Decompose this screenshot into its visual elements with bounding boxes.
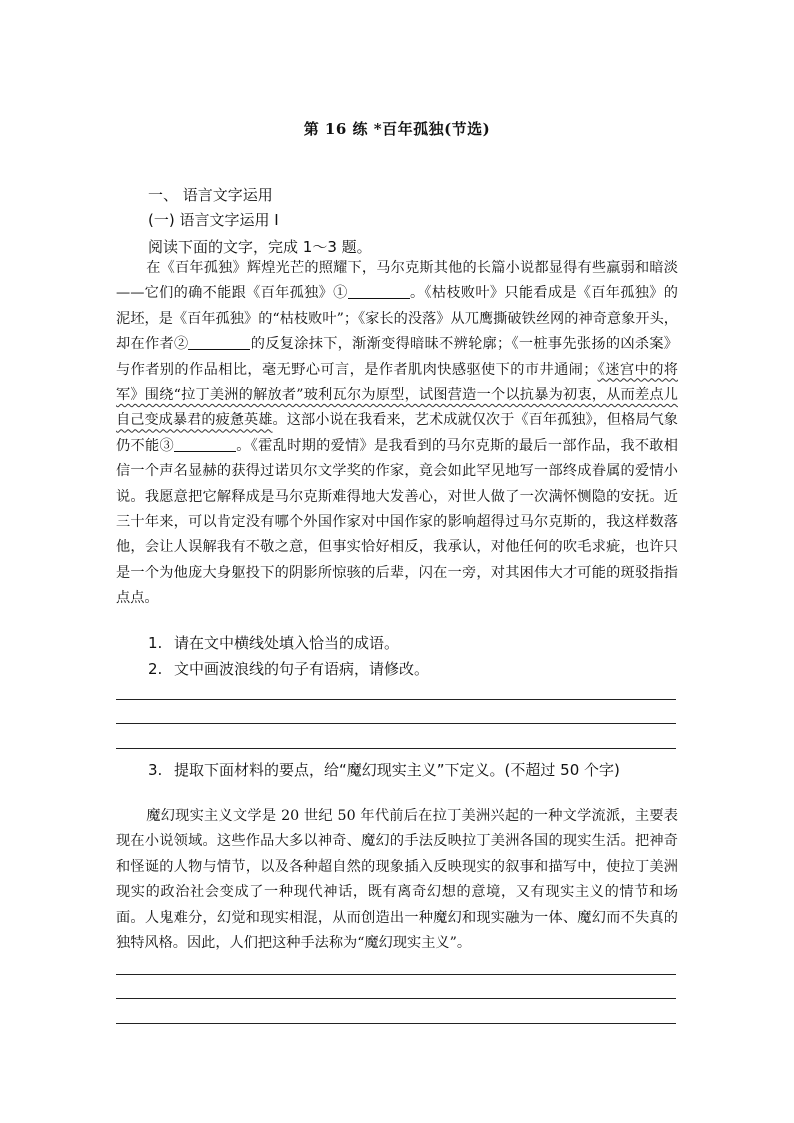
passage-part-5: 。《霍乱时期的爱情》是我看到的马尔克斯的最后一部作品，我不敢相信一个声名显赫的获得过诺贝尔文学奖的作家，竟会如此罕见地写一部终成眷属的爱情小说。我愿意把它解释成是马尔克斯难得地大发善心，对世人做了一次满怀恻隐的安抚。近三十年来，可以肯定没有哪个外国作家对中国作家的影响超得过马尔克斯的，我这样数落他，会让人误解我有不敬之意，但事实恰好相反，我承认，对他任何的吹毛求疵，也许只是一个为他庞大身躯投下的阴影所惊骇的后辈，闪在一旁，对其困伟大才可能的斑驳指指点点。: [116, 437, 678, 607]
blank-2[interactable]: [188, 335, 250, 350]
question-text: 文中画波浪线的句子有语病，请修改。: [174, 660, 430, 678]
question-1: [148, 632, 399, 653]
question-text: 请在文中横线处填入恰当的成语。: [174, 634, 400, 652]
question-number: 3.: [148, 761, 163, 779]
material-text: 魔幻现实主义文学是 20 世纪 50 年代前后在拉丁美洲兴起的一种文学流派，主要表现在小说领域。这些作品大多以神奇、魔幻的手法反映拉丁美洲各国的现实生活。把神奇和怪诞的人物与情节，以及各种超自然的现象插入反映现实的叙事和描写中，使拉丁美洲现实的政治社会变成了一种现代神话，既有离奇幻想的意境，又有现实主义的情节和场面。人鬼难分，幻觉和现实相混，从而创造出一种魔幻和现实融为一体、魔幻而不失真的独特风格。因此，人们把这种手法称为“魔幻现实主义”。: [116, 808, 678, 952]
question-number: 1.: [148, 634, 163, 652]
passage-part-3: 的反复涂抹下，渐渐变得暗昧不辨轮廓；《一桩事先张扬的凶杀案》与作者别的作品相比，毫无野心可言，是作者肌肉快感驱使下的市井通闹；: [116, 336, 678, 378]
answer-line[interactable]: [116, 998, 676, 999]
answer-line[interactable]: [116, 974, 676, 975]
wavy-underlined-sentence: 《迷宫中的将军》围绕“拉丁美洲的解放者”玻利瓦尔为原型，试图营造一个以抗暴为初衷，从而差点儿自己变成暴君的疲惫英雄: [116, 361, 678, 429]
passage-part-2: 。《枯枝败叶》只能看成是《百年孤独》的泥坯，是《百年孤独》的“枯枝败叶”；《家长的没落》从兀鹰撕破铁丝网的神奇意象开头，却在作者②: [116, 285, 678, 353]
reading-passage: [116, 256, 678, 612]
passage-part-1: 在《百年孤独》辉煌光芒的照耀下，马尔克斯其他的长篇小说都显得有些羸弱和暗淡——它们的确不能跟《百年孤独》①: [116, 260, 678, 302]
reading-instruction: 阅读下面的文字，完成 1～3 题。: [148, 238, 372, 256]
passage-part-4: 。这部小说在我看来，艺术成就仅次于《百年孤独》，但格局气象仍不能③: [116, 412, 678, 454]
subsection-heading: (一) 语言文字运用 Ⅰ: [148, 211, 279, 229]
answer-line[interactable]: [116, 723, 676, 724]
question-3: [148, 759, 620, 780]
material-passage: [116, 804, 678, 956]
answer-line[interactable]: [116, 699, 676, 700]
answer-line[interactable]: [116, 1023, 676, 1024]
question-2: [148, 658, 429, 679]
blank-3[interactable]: [174, 437, 236, 452]
page-title: 第 16 练 *百年孤独(节选): [303, 120, 491, 138]
section-heading: 一、 语言文字运用: [148, 186, 273, 204]
answer-line[interactable]: [116, 748, 676, 749]
question-text: 提取下面材料的要点，给“魔幻现实主义”下定义。(不超过 50 个字): [174, 761, 620, 779]
blank-1[interactable]: [348, 284, 410, 299]
question-number: 2.: [148, 660, 163, 678]
